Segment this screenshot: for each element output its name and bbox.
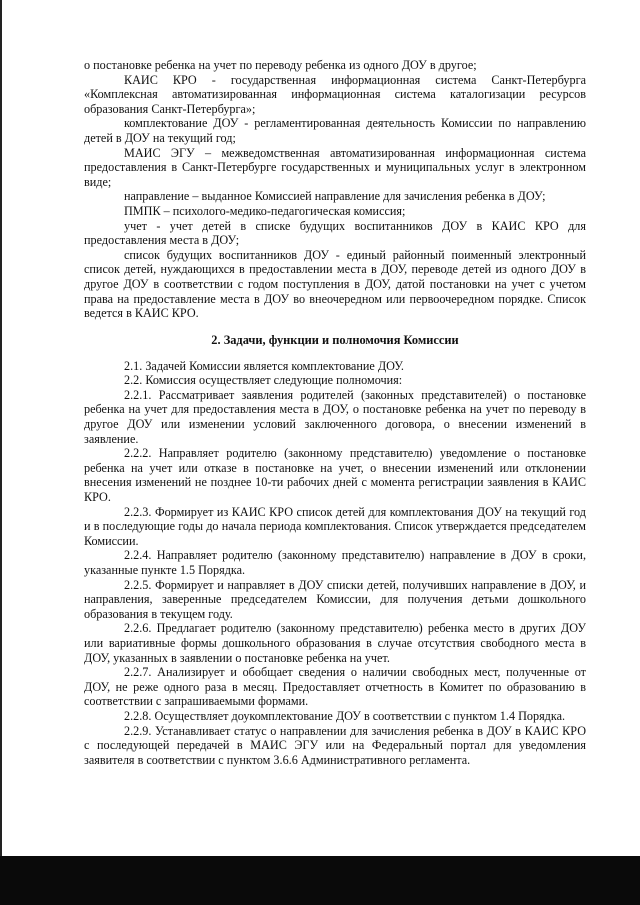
definition-napravlenie: направление – выданное Комиссией направление для зачисления ребенка в ДОУ;: [124, 189, 546, 204]
definition-spisok: список будущих воспитанников ДОУ - единый районный поименный электронный список детей, нуждающихся в предоставлении места в ДОУ, переводе детей из одного ДОУ в другое ДОУ в соответствии с годом поступления в ДОУ, датой постановки на учет с учетом права на предоставление места в ДОУ во внеочередном или первоочередном порядке. Список ведется в КАИС КРО.: [84, 247, 586, 321]
clause-2-2: 2.2. Комиссия осуществляет следующие полномочия:: [124, 373, 403, 388]
clause-2-2-6: 2.2.6. Предлагает родителю (законному представителю) ребенка место в других ДОУ или вариативные формы дошкольного образования в случае отсутствия свободного места в ДОУ, указанных в заявлении о постановке ребенка на учет.: [84, 621, 586, 665]
clause-2-2-3: 2.2.3. Формирует из КАИС КРО список детей для комплектования ДОУ на текущий год и в последующие годы до начала периода комплектования. Список утверждается председателем Комиссии.: [84, 504, 586, 548]
section-heading: 2. Задачи, функции и полномочия Комиссии: [211, 332, 459, 347]
definition-komplektovanie: комплектование ДОУ - регламентированная деятельность Комиссии по направлению детей в ДОУ на текущий год;: [84, 116, 586, 145]
clause-2-2-1: 2.2.1. Рассматривает заявления родителей (законных представителей) о постановке ребенка на учет для предоставления места в ДОУ, о постановке ребенка на учет по переводу в другое ДОУ или изменении условий заключенного договора, о внесении изменений в заявление.: [84, 387, 586, 446]
clause-2-2-4: 2.2.4. Направляет родителю (законному представителю) направление в ДОУ в сроки, указанные пункте 1.5 Порядка.: [84, 548, 586, 577]
definition-pmpk: ПМПК – психолого-медико-педагогическая комиссия;: [124, 203, 406, 218]
clause-2-2-8: 2.2.8. Осуществляет доукомплектование ДОУ в соответствии с пунктом 1.4 Порядка.: [124, 708, 566, 723]
clause-2-2-9: 2.2.9. Устанавливает статус о направлении для зачисления ребенка в ДОУ в КАИС КРО с последующей передачей в МАИС ЭГУ или на Федеральный портал для уведомления заявителя в соответствии с пунктом 3.6.6 Административного регламента.: [84, 723, 586, 767]
definition-continuation: о постановке ребенка на учет по переводу ребенка из одного ДОУ в другое;: [84, 58, 477, 72]
clause-2-2-2: 2.2.2. Направляет родителю (законному представителю) уведомление о постановке ребенка на учет или отказе в постановке на учет, о внесении изменений или отклонении внесения изменений не позднее 10-ти рабочих дней с момента регистрации заявления в КАИС КРО.: [84, 446, 586, 505]
definition-kais-kro: КАИС КРО - государственная информационная система Санкт-Петербурга «Комплексная автоматизированная информационная система каталогизации ресурсов образования Санкт-Петербурга»;: [84, 72, 586, 116]
document-body: [84, 58, 586, 767]
clause-2-2-5: 2.2.5. Формирует и направляет в ДОУ списки детей, получивших направление в ДОУ, и направления, заверенные председателем Комиссии, для получения детьми дошкольного образования в текущем году.: [84, 577, 586, 621]
clause-2-2-7: 2.2.7. Анализирует и обобщает сведения о наличии свободных мест, полученные от ДОУ, не реже одного раза в месяц. Предоставляет отчетность в Комитет по образованию в соответствии с запрашиваемыми формами.: [84, 665, 586, 709]
scan-bottom-bar: [0, 856, 640, 905]
definition-mais-egu: МАИС ЭГУ – межведомственная автоматизированная информационная система предоставления в Санкт-Петербурге государственных и муниципальных услуг в электронном виде;: [84, 145, 586, 189]
definition-uchet: учет - учет детей в списке будущих воспитанников ДОУ в КАИС КРО для предоставления места в ДОУ;: [84, 218, 586, 248]
clause-2-1: 2.1. Задачей Комиссии является комплектование ДОУ.: [124, 358, 404, 373]
scan-left-edge: [0, 0, 2, 905]
